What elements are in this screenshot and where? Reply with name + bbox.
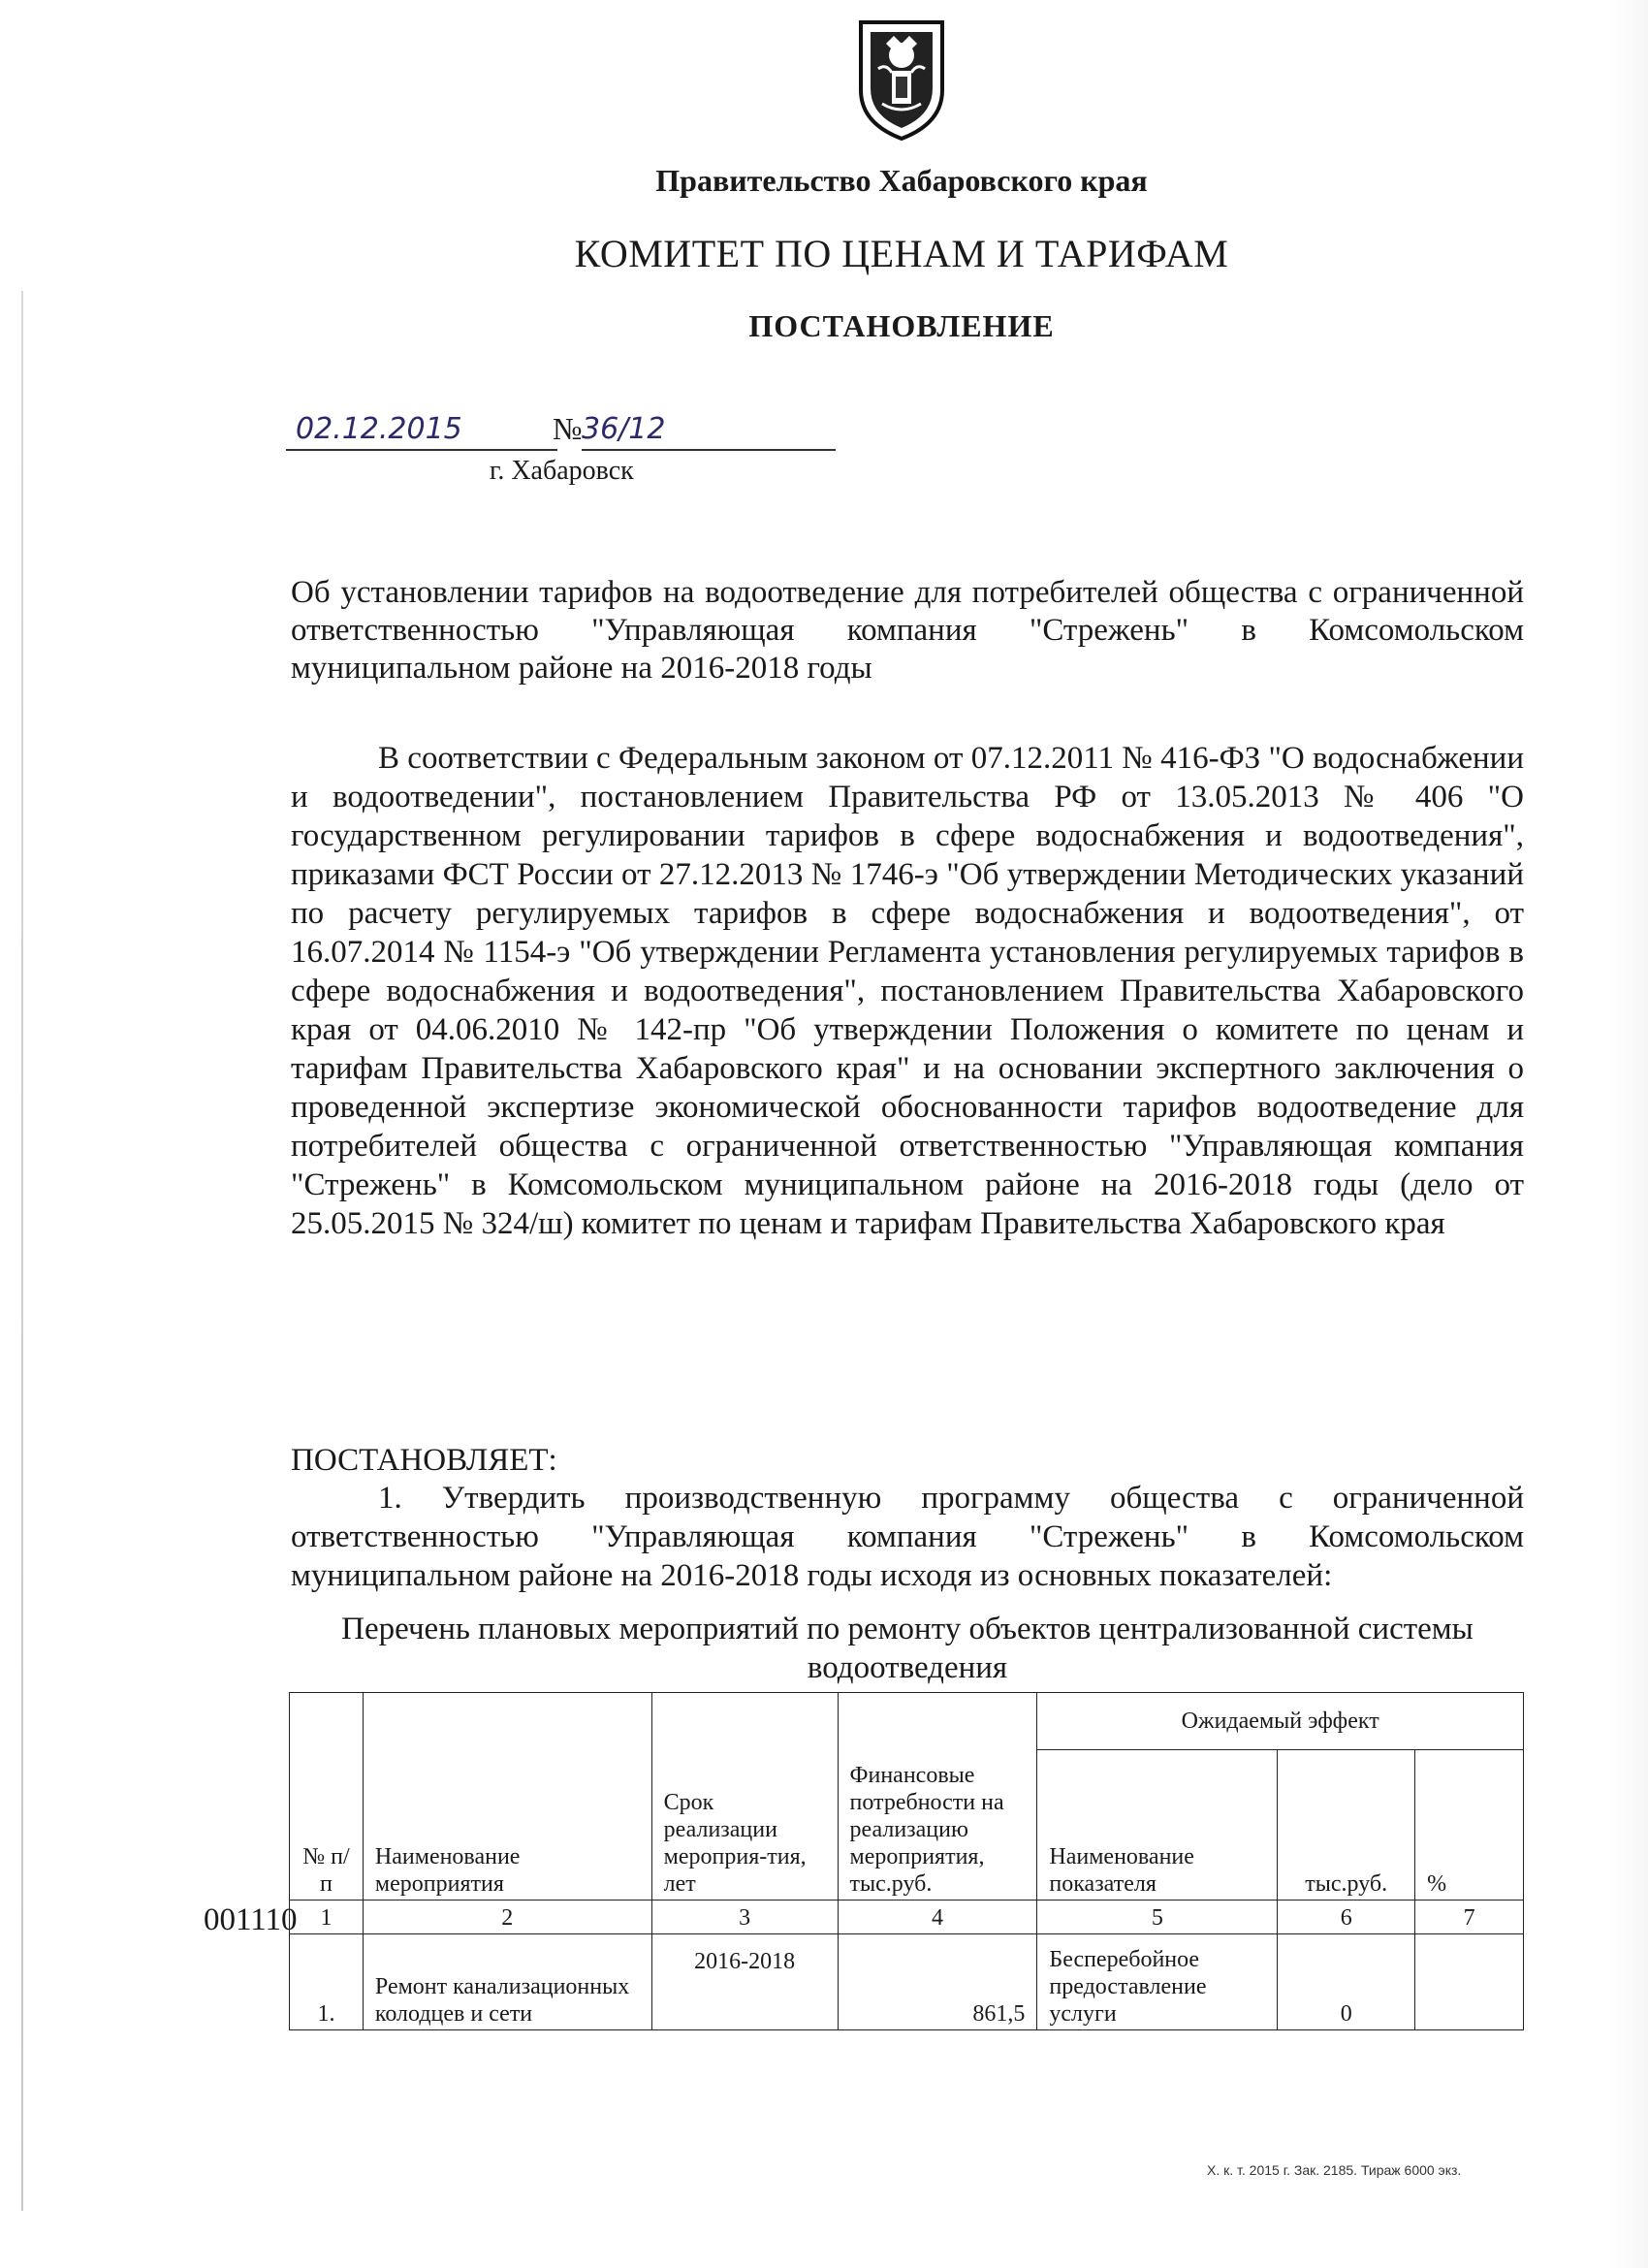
header-effect: Ожидаемый эффект xyxy=(1037,1693,1524,1750)
row-num: 1. xyxy=(290,1934,364,2030)
row-finance: 861,5 xyxy=(838,1934,1037,2030)
index-cell: 2 xyxy=(363,1901,651,1934)
document-type: ПОСТАНОВЛЕНИЕ xyxy=(748,308,1055,343)
index-cell: 7 xyxy=(1415,1901,1524,1934)
row-term: 2016-2018 xyxy=(651,1934,838,2030)
index-cell: 6 xyxy=(1278,1901,1415,1934)
scan-page-edge xyxy=(21,291,23,2211)
decree-subject: Об установлении тарифов на водоотведение для потребителей общества с ограниченной ответственностью "Управляющая компания "Стрежень" в Комсомольском муниципальном районе на 2016-2018 годы xyxy=(291,575,1524,686)
city: г. Хабаровск xyxy=(490,456,634,486)
decree-date: 02.12.2015 xyxy=(286,412,557,451)
resolves-heading: ПОСТАНОВЛЯЕТ: xyxy=(291,1443,557,1478)
decree-number: 36/12 xyxy=(582,412,836,451)
index-cell: 5 xyxy=(1037,1901,1278,1934)
coat-of-arms-emblem-icon xyxy=(843,15,960,145)
table-index-row xyxy=(290,1901,1524,1934)
document-code: 001110 xyxy=(204,1902,298,1937)
government-title: Правительство Хабаровского края xyxy=(655,163,1148,198)
table-title: Перечень плановых мероприятий по ремонту объектов централизованной системы водоотведения xyxy=(341,1612,1474,1685)
header-term: Срок реализации мероприя-тия, лет xyxy=(651,1693,838,1901)
header-name: Наименование мероприятия xyxy=(363,1693,651,1901)
header-finance: Финансовые потребности на реализацию мероприятия, тыс.руб. xyxy=(838,1693,1037,1901)
index-cell: 3 xyxy=(651,1901,838,1934)
committee-title: КОМИТЕТ ПО ЦЕНАМ И ТАРИФАМ xyxy=(574,232,1229,275)
index-cell: 1 xyxy=(290,1901,364,1934)
print-imprint: Х. к. т. 2015 г. Зак. 2185. Тираж 6000 экз. xyxy=(1207,2162,1462,2178)
preamble-paragraph: В соответствии с Федеральным законом от 07.12.2011 № 416-ФЗ "О водоснабжении и водоотведении", постановлением Правительства РФ от 13.05.2013 № 406 "О государственном регулировании тарифов в сфере водоснабжения и водоотведения", приказами ФСТ России от 27.12.2013 № 1746-э "Об утверждении Методических указаний по расчету регулируемых тарифов в сфере водоснабжения и водоотведения", от 16.07.2014 № 1154-э "Об утверждении Регламента установления регулируемых тарифов в сфере водоснабжения и водоотведения", постановлением Правительства Хабаровского края от 04.06.2010 № 142-пр "Об утверждении Положения о комитете по ценам и тарифам Правительства Хабаровского края" и на основании экспертного заключения о проведенной экспертизе экономической обоснованности тарифов водоотведение для потребителей общества с ограниченной ответственностью "Управляющая компания "Стрежень" в Комсомольском муниципальном районе на 2016-2018 годы (дело от 25.05.2015 № 324/ш) комитет по ценам и тарифам Правительства Хабаровского края xyxy=(291,741,1524,1241)
header-num: № п/п xyxy=(290,1693,364,1901)
table-row xyxy=(290,1934,1524,2030)
clause-1: 1. Утвердить производственную программу общества с ограниченной ответственностью "Управляющая компания "Стрежень" в Комсомольском муниципальном районе на 2016-2018 годы исходя из основных показателей: xyxy=(291,1481,1524,1593)
row-indicator: Бесперебойное предоставление услуги xyxy=(1037,1934,1278,2030)
table-header-row xyxy=(290,1693,1524,1750)
row-thousand: 0 xyxy=(1278,1934,1415,2030)
row-percent xyxy=(1415,1934,1524,2030)
row-name: Ремонт канализационных колодцев и сети xyxy=(363,1934,651,2030)
header-percent: % xyxy=(1415,1750,1524,1901)
header-indicator: Наименование показателя xyxy=(1037,1750,1278,1901)
index-cell: 4 xyxy=(838,1901,1037,1934)
number-sign: № xyxy=(553,411,583,446)
header-thousand: тыс.руб. xyxy=(1278,1750,1415,1901)
measures-table xyxy=(289,1692,1524,2030)
